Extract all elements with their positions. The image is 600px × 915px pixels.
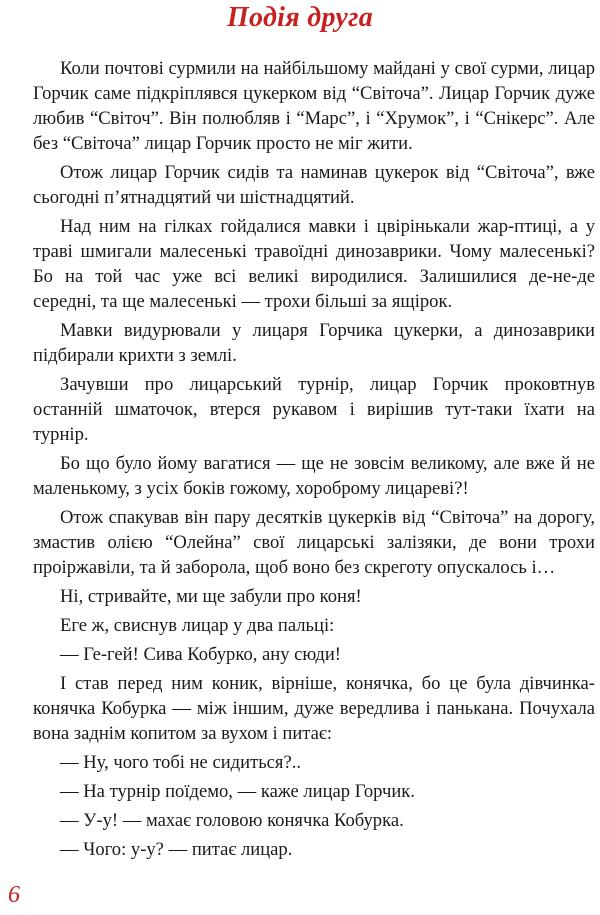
paragraph-6: Бо що було йому вагатися — ще не зовсім великому, але вже й не маленькому, з усіх боків гожому, хороброму лицареві?! — [33, 453, 595, 499]
paragraph-15: — Чого: у-у? — питає лицар. — [60, 839, 293, 860]
story-text — [33, 56, 595, 862]
paragraph-5: Зачувши про лицарський турнір, лицар Горчик проковтнув останній шматочок, втерся рукавом і вирішив тут-таки їхати на турнір. — [33, 374, 595, 445]
paragraph-8: Ні, стривайте, ми ще забули про коня! — [60, 586, 362, 607]
paragraph-14: — У-у! — махає головою конячка Кобурка. — [60, 810, 404, 831]
paragraph-4: Мавки видурювали у лицаря Горчика цукерки, а динозаврики підбирали крихти з землі. — [33, 320, 595, 366]
paragraph-10: — Ге-гей! Сива Кобурко, ану сюди! — [60, 644, 341, 665]
page-number: 6 — [8, 882, 20, 908]
paragraph-9: Еге ж, свиснув лицар у два пальці: — [60, 615, 335, 636]
paragraph-11: І став перед ним коник, вірніше, конячка, бо це була дівчинка-конячка Кобурка — між іншим, дуже вередлива і панькана. Почухала вона заднім копитом за вухом і питає: — [33, 673, 595, 744]
paragraph-2: Отож лицар Горчик сидів та наминав цукерок від “Світоча”, вже сьогодні п’ятнадцятий чи шістнадцятий. — [33, 162, 595, 208]
chapter-title: Подія друга — [226, 2, 374, 33]
paragraph-12: — Ну, чого тобі не сидиться?.. — [60, 752, 302, 773]
paragraph-3: Над ним на гілках гойдалися мавки і цвірінькали жар-птиці, а у траві шмигали малесенькі травоїдні динозаврики. Чому малесенькі? Бо на той час уже всі великі виродилися. Залишилися де-не-де середні, та ще малесенькі — трохи більші за ящірок. — [33, 216, 595, 312]
paragraph-7: Отож спакував він пару десятків цукерків від “Світоча” на дорогу, змастив олією “Олейна” свої лицарські залізяки, де вони трохи проіржавіли, та й заборола, щоб воно без скреготу опускалось і… — [33, 507, 595, 578]
paragraph-1: Коли почтові сурмили на найбільшому майдані у свої сурми, лицар Горчик саме підкріплявся цукерком від “Світоча”. Лицар Горчик дуже любив “Світоч”. Він полюбляв і “Марс”, і “Хрумок”, і “Снікерс”. Але без “Світоча” лицар Горчик просто не міг жити. — [33, 58, 595, 154]
paragraph-13: — На турнір поїдемо, — каже лицар Горчик. — [60, 781, 415, 802]
